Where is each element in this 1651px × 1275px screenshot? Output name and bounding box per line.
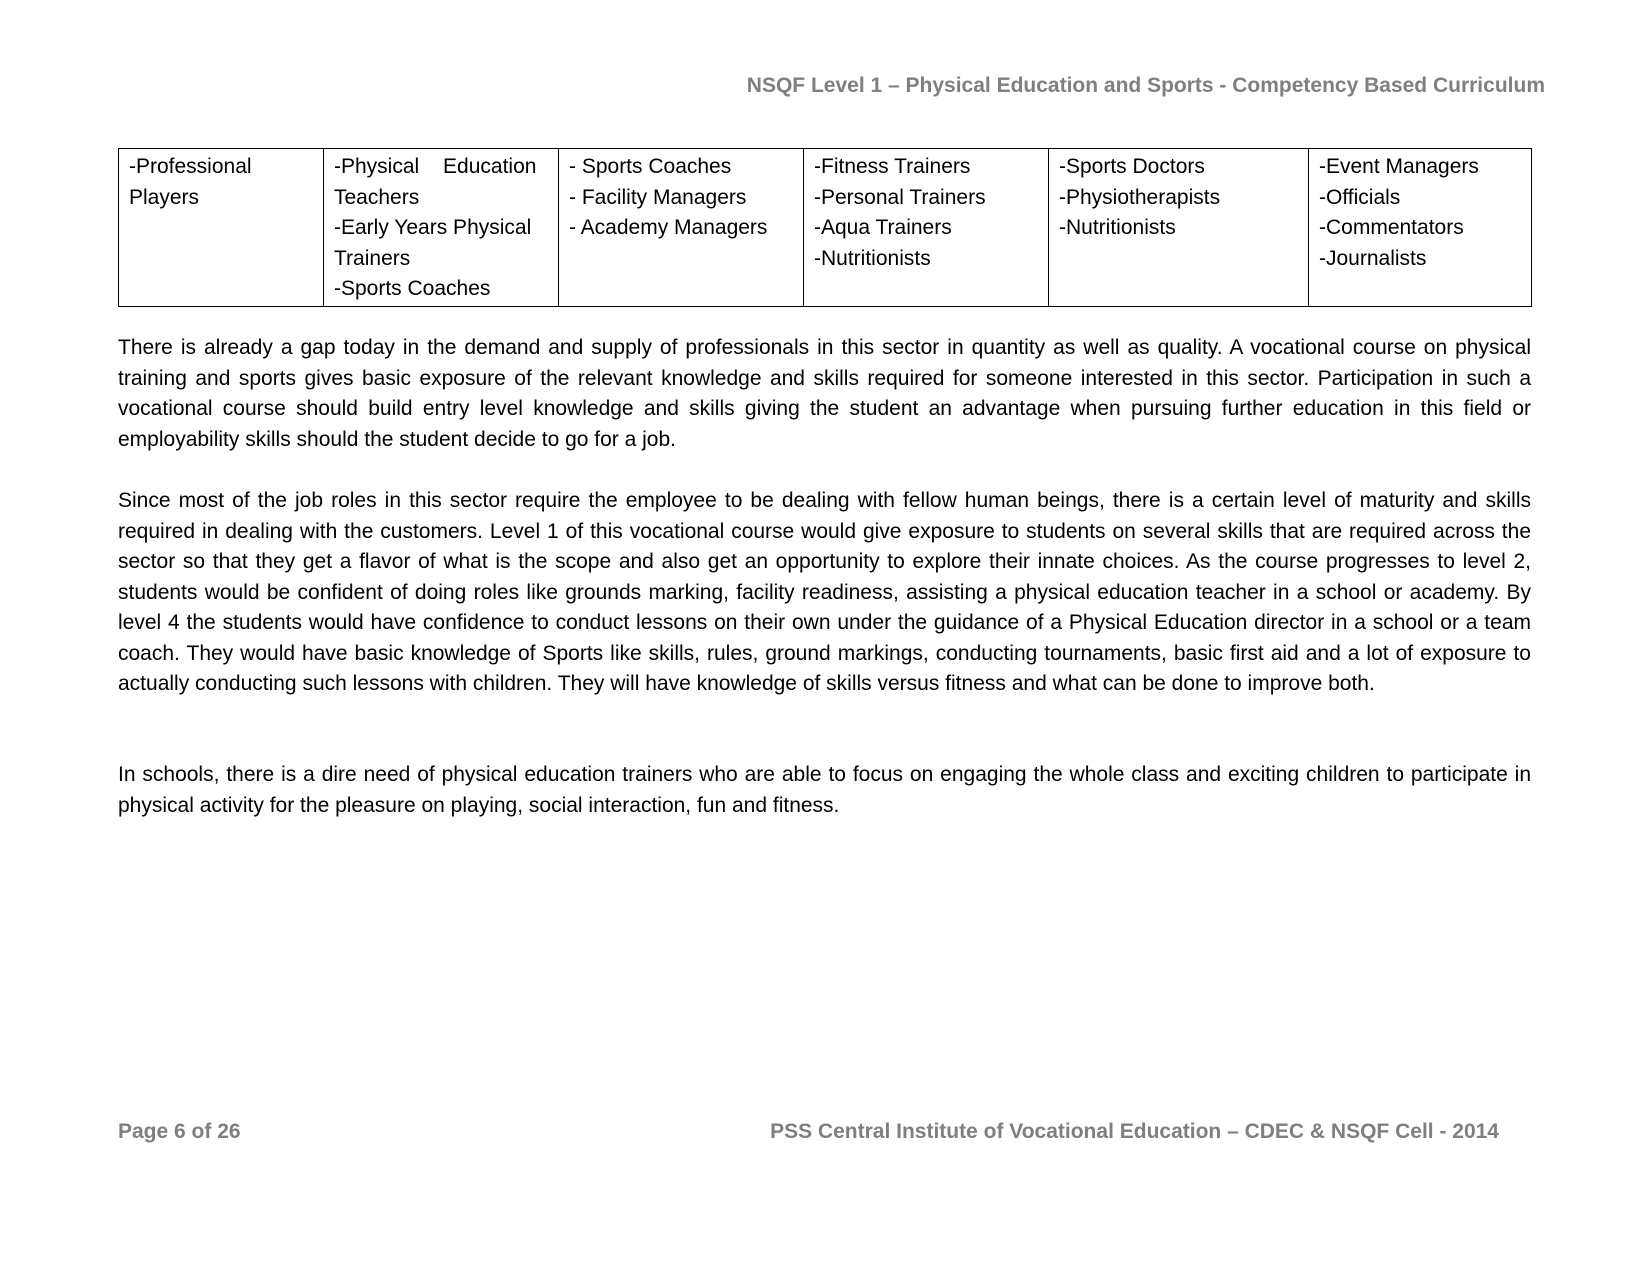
table-row xyxy=(119,149,1532,307)
cell-line: -Event Managers xyxy=(1319,155,1479,178)
cell-line: - Facility Managers xyxy=(569,185,747,209)
cell-line: -Physical Education xyxy=(334,155,537,178)
table-cell-medical xyxy=(1049,149,1309,307)
cell-line: Trainers xyxy=(334,246,411,270)
cell-line: -Physiotherapists xyxy=(1059,185,1221,209)
cell-line: -Professional xyxy=(129,155,252,178)
body-paragraph: In schools, there is a dire need of physical education trainers who are able to focus on engaging the whole class and exciting children to participate in physical activity for the pleasure on playing, social interaction, fun and fitness. xyxy=(118,763,1531,817)
cell-line: -Early Years Physical xyxy=(334,216,532,239)
cell-line: -Officials xyxy=(1319,185,1401,209)
cell-line: Players xyxy=(129,185,200,209)
table-cell-trainers xyxy=(804,149,1049,307)
cell-line: -Nutritionists xyxy=(814,246,931,270)
body-paragraph: Since most of the job roles in this sector require the employee to be dealing with fellow human beings, there is a certain level of maturity and skills required in dealing with the customers. Level 1 of this vocational course would give exposure to students on several skills that are required across the sector so that they get a flavor of what is the scope and also get an opportunity to explore their innate choices. As the course progresses to level 2, students would be confident of doing roles like grounds marking, facility readiness, assisting a physical education teacher in a school or academy. By level 4 the students would have confidence to conduct lessons on their own under the guidance of a Physical Education director in a school or a team coach. They would have basic knowledge of Sports like skills, rules, ground markings, conducting tournaments, basic first aid and a lot of exposure to actually conducting such lessons with children. They will have knowledge of skills versus fitness and what can be done to improve both. xyxy=(118,489,1531,695)
table-cell-players xyxy=(119,149,324,307)
cell-line: -Aqua Trainers xyxy=(814,216,952,239)
page-number: Page 6 of 26 xyxy=(118,1120,241,1143)
cell-line: -Journalists xyxy=(1319,246,1427,270)
cell-line: -Fitness Trainers xyxy=(814,155,971,178)
table-cell-coaches xyxy=(559,149,804,307)
job-roles-table xyxy=(118,148,1532,307)
table-cell-teachers xyxy=(324,149,559,307)
footer-institute: PSS Central Institute of Vocational Education – CDEC & NSQF Cell - 2014 xyxy=(770,1120,1499,1143)
cell-line: - Sports Coaches xyxy=(569,155,732,178)
body-paragraph: There is already a gap today in the demand and supply of professionals in this sector in quantity as well as quality. A vocational course on physical training and sports gives basic exposure of the relevant knowledge and skills required for someone interested in this sector. Participation in such a vocational course should build entry level knowledge and skills giving the student an advantage when pursuing further education in this field or employability skills should the student decide to go for a job. xyxy=(118,336,1531,451)
cell-line: Teachers xyxy=(334,185,420,209)
cell-line: -Commentators xyxy=(1319,216,1464,239)
table-cell-events xyxy=(1309,149,1532,307)
cell-line: -Nutritionists xyxy=(1059,216,1176,239)
cell-line: - Academy Managers xyxy=(569,216,768,239)
cell-line: -Personal Trainers xyxy=(814,185,986,209)
page-header-title: NSQF Level 1 – Physical Education and Sports - Competency Based Curriculum xyxy=(746,74,1545,97)
cell-line: -Sports Doctors xyxy=(1059,155,1205,178)
cell-line: -Sports Coaches xyxy=(334,277,491,300)
